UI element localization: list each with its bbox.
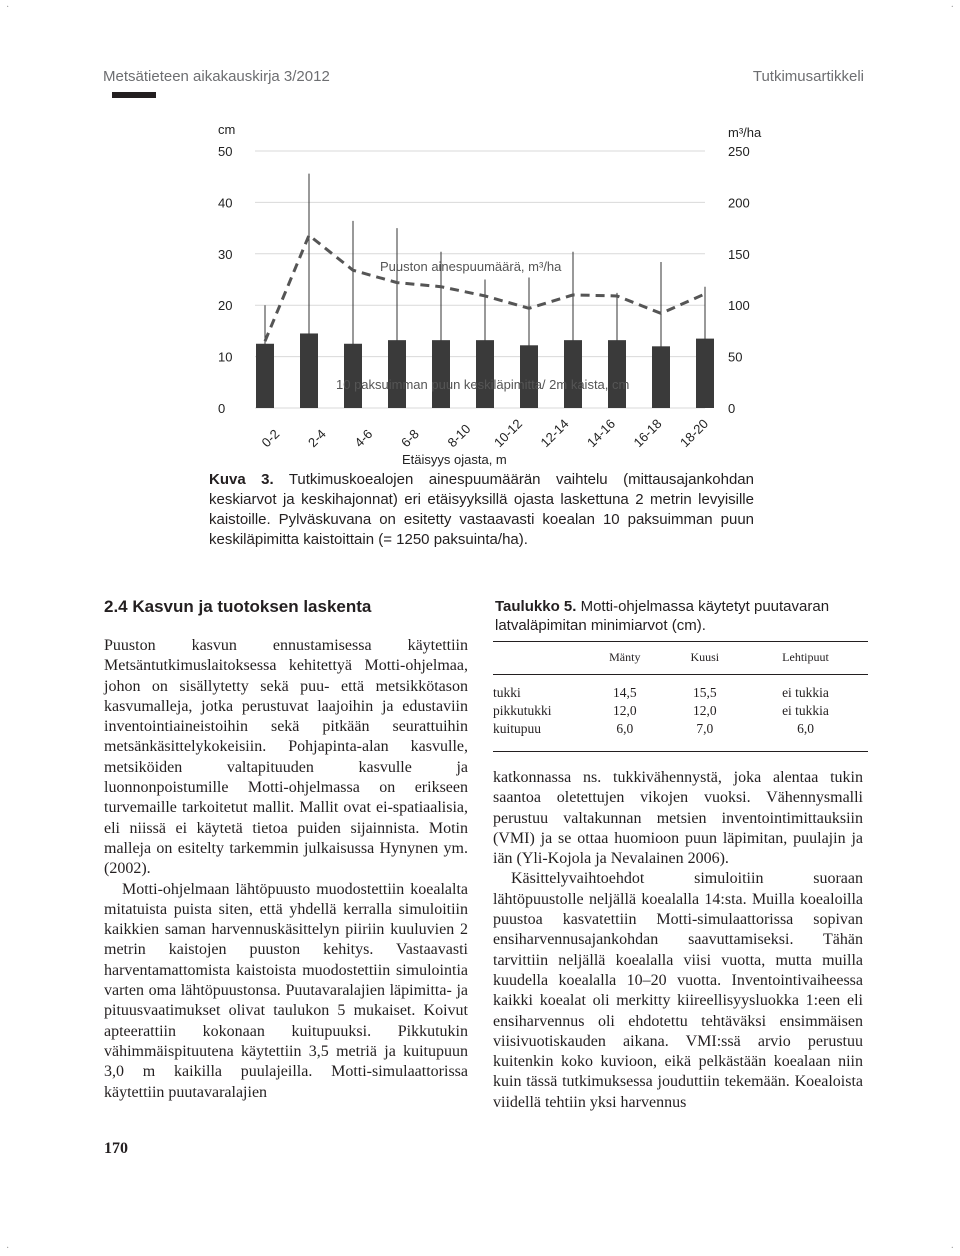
table-cell: 12,0 <box>692 703 717 718</box>
crop-mark-top-left: · <box>6 2 10 13</box>
crop-mark-top-right: · <box>950 2 954 13</box>
journal-title: Metsätieteen aikakauskirja 3/2012 <box>103 68 330 85</box>
y-right-tick-label: 150 <box>728 246 750 262</box>
crop-mark-bottom-right: · <box>950 1243 954 1254</box>
header-rule <box>112 92 156 98</box>
table-caption <box>495 597 865 635</box>
y-left-tick-label: 0 <box>218 401 226 416</box>
bar <box>476 340 494 408</box>
x-tick-label: 2-4 <box>305 426 329 451</box>
x-tick-label: 14-16 <box>584 416 619 451</box>
paragraph: katkonnassa ns. tukkivähennystä, joka alentaa tukin saantoa oletettujen vikojen vuoksi. Vähennysmalli perustuu valtakunnan metsien inventointimittauksiin (VMI) ja se ottaa huomioon puun läpimitan, puulajin ja iän (Yli-Kojola ja Nevalainen 2006). <box>493 769 863 868</box>
table-header-cell: Mänty <box>583 642 667 675</box>
paragraph: Motti-ohjelmaan lähtöpuusto muodostettiin koealalta mitatuista puista siten, että yhdellä kerralla simuloitiin kaikkien saman harvennuskäsittelyn piiriin kuuluvien 2 metrin kaistojen puuston kehitys. Vastaavasti harventamattomista kaistoista muodostettiin simulointia varten oma lähtöpuustonsa. Puutavaralajien läpimitta- ja pituusvaatimukset olivat taulukon 5 mukaiset. Koivut apteerattiin kokonaan kuitupuuksi. Pikkutukin vähimmäispituutena käytettiin 3,5 metriä ja kuitupuun 3,0 m kaikilla puulajeilla. Motti-simulaattorissa käytettiin puutavaralajien <box>104 880 468 1101</box>
table-row <box>493 719 868 752</box>
figure-chart <box>200 112 780 474</box>
x-tick-label: 4-6 <box>351 426 376 451</box>
article-type: Tutkimusartikkeli <box>752 68 864 85</box>
x-tick-label: 18-20 <box>677 416 712 451</box>
table-cell: ei tukkia <box>782 703 829 718</box>
line-series-label: Puuston ainespuumäärä, m³/ha <box>380 259 562 274</box>
table-row <box>493 675 868 702</box>
paragraph: Käsittelyvaihtoehdot simuloitiin suoraan lähtöpuustolle neljällä koealalla 14:sta. Muilla koealoilla puustoa kasvatettiin Motti-simulaattorissa sopivan ensiharvennusajankohdan saavuttamiseksi. Tähän tarvittiin neljällä koealalla viisi vuotta, mutta muilla kuudella koealalla 10–20 vuotta. Inventointivaiheessa kaikki koealat oli merkitty kiireellisyysluokka 1:een eli ensiharvennus oli ehdotettu tehtäväksi ensimmäisen viisivuotiskauden aikana. VMI:ssä arvio perustuu kuitenkin koko kuvioon, eikä pelkästään koealaan niin kuin tässä tutkimuksessa jouduttiin tekemään. Koealoista viidellä tehtiin yksi harvennus <box>493 870 863 1111</box>
bar <box>432 340 450 408</box>
table-cell: ei tukkia <box>782 685 829 700</box>
table-cell: 6,0 <box>583 719 667 752</box>
x-tick-label: 0-2 <box>258 426 283 451</box>
right-column <box>493 768 863 1113</box>
y-right-tick-label: 100 <box>728 298 750 314</box>
y-right-tick-label: 200 <box>728 195 750 211</box>
table-cell: 7,0 <box>667 719 743 752</box>
bar <box>652 346 670 408</box>
data-table <box>493 641 868 752</box>
crop-mark-bottom-left: · <box>6 1243 10 1254</box>
x-tick-label: 16-18 <box>630 416 665 451</box>
section-heading: 2.4 Kasvun ja tuotoksen laskenta <box>104 597 372 616</box>
y-left-tick-label: 30 <box>218 246 233 262</box>
table-cell: 14,5 <box>612 685 637 700</box>
caption-label: Kuva 3. <box>209 471 274 488</box>
table-cell: 15,5 <box>692 685 717 700</box>
table-cell: 6,0 <box>743 719 868 752</box>
x-tick-label: 12-14 <box>537 416 572 451</box>
table-header-cell: Lehtipuut <box>743 642 868 675</box>
bar <box>608 340 626 408</box>
page-number: 170 <box>104 1140 128 1157</box>
caption-text: Tutkimuskoealojen ainespuumäärän vaihtelu (mittausajankohdan keskiarvot ja keskihajonnat) eri etäisyyksillä ojasta laskettuna 2 metrin levyisille kaistoille. Pylväskuvana on esitetty vastaavasti koealan 10 paksuimman puun keskiläpimitta kaistoittain (= 1250 paksuinta/ha). <box>209 471 754 548</box>
bar-series-label: 10 paksuimman puun keskiläpimitta/ 2m kaista, cm <box>336 377 630 392</box>
bar <box>344 344 362 408</box>
bar <box>388 340 406 408</box>
y-right-unit: m³/ha <box>728 125 762 140</box>
table-label: Taulukko 5. <box>495 598 577 615</box>
bar <box>696 339 714 408</box>
bar <box>256 344 274 408</box>
table-cell: 12,0 <box>612 703 637 718</box>
table-cell: tukki <box>493 685 521 700</box>
figure-caption <box>209 470 754 550</box>
paragraph: Puuston kasvun ennustamisessa käytettiin Metsäntutkimuslaitoksessa kehitettyä Motti-ohjelmaa, johon on sisällytetty sekä puu- että metsikkötason kasvumalleja, jotka perustuvat laajoihin ja edustaviin inventointiaineistoihin sekä pitkään seurattuihin metsänkäsittelykokeisiin. Pohjapinta-alan kasvulle, metsiköiden valtapituuden kasvulle ja luonnonpoistumille Motti-ohjelmassa on erikseen turvemaille tarkoitetut mallit. Mallit ovat ei-spatiaalisia, eli niissä ei käytetä tietoa puiden sijainnista. Motin malleja on esitelty tarkemmin julkaisussa Hynynen ym. (2002). <box>104 637 468 878</box>
y-right-tick-label: 50 <box>728 349 743 365</box>
table-cell: pikkutukki <box>493 703 552 718</box>
y-left-unit: cm <box>218 122 236 137</box>
table-header-cell <box>493 642 583 675</box>
table-header-cell: Kuusi <box>667 642 743 675</box>
x-tick-label: 10-12 <box>491 416 526 451</box>
table-row <box>493 701 868 719</box>
x-tick-label: 6-8 <box>398 426 422 451</box>
y-right-tick-label: 0 <box>728 401 736 416</box>
bar <box>564 340 582 408</box>
chart-svg <box>200 112 780 474</box>
y-left-tick-label: 20 <box>218 298 233 314</box>
y-left-tick-label: 10 <box>218 349 233 365</box>
table-title-text: Motti-ohjelmassa käytetyt puutavaran latvaläpimitan minimiarvot (cm). <box>495 598 830 634</box>
x-axis-label: Etäisyys ojasta, m <box>402 452 507 467</box>
y-right-tick-label: 250 <box>728 144 750 159</box>
y-left-tick-label: 50 <box>218 144 233 159</box>
left-column <box>104 636 468 1103</box>
bar <box>300 333 318 408</box>
y-left-tick-label: 40 <box>218 195 233 211</box>
table-cell: kuitupuu <box>493 719 583 752</box>
x-tick-label: 8-10 <box>444 421 474 451</box>
